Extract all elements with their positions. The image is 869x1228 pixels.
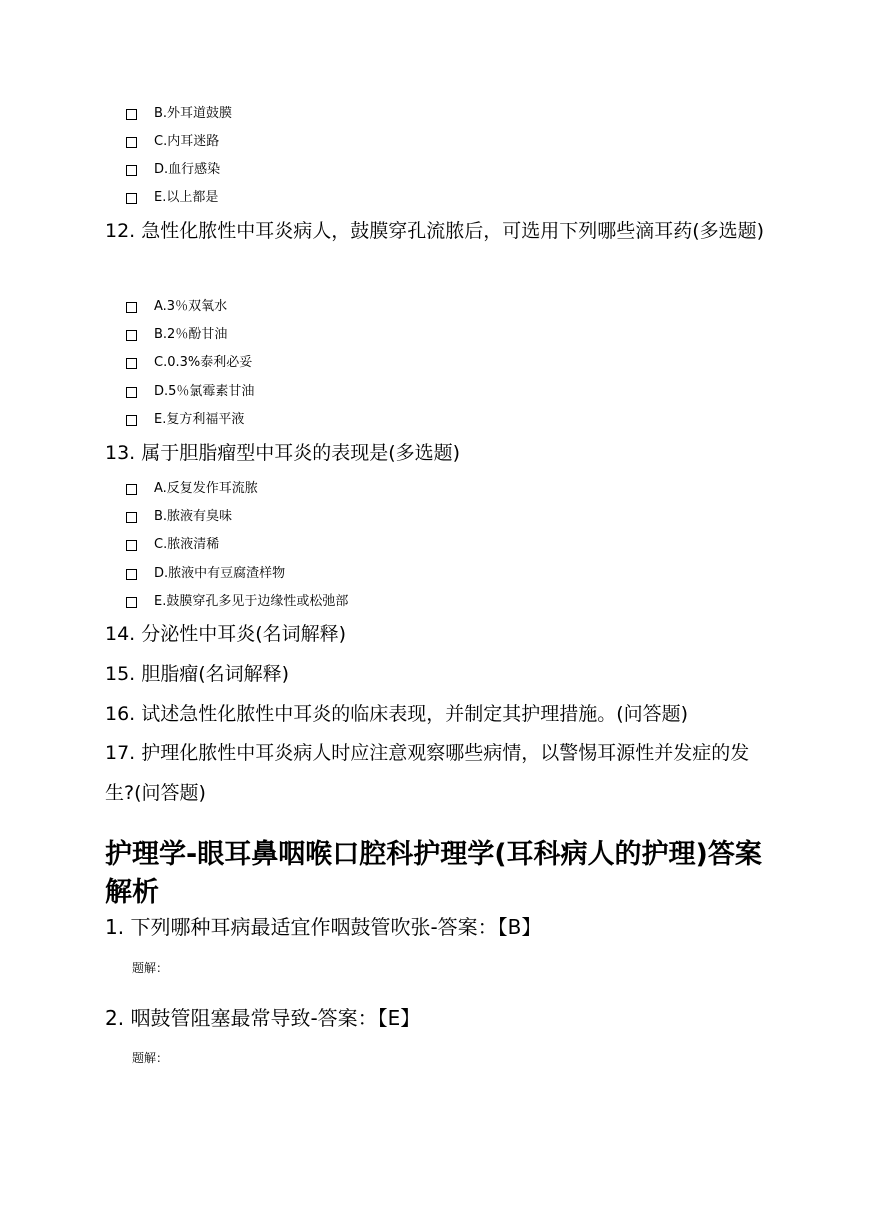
option-item[interactable]	[126, 479, 258, 499]
question-12: 12. 急性化脓性中耳炎病人，鼓膜穿孔流脓后，可选用下列哪些滴耳药(多选题)	[105, 220, 765, 242]
checkbox[interactable]	[126, 330, 137, 341]
checkbox[interactable]	[126, 415, 137, 426]
option-label: E.鼓膜穿孔多见于边缘性或松弛部	[154, 594, 349, 609]
option-item[interactable]	[126, 132, 219, 152]
question-16: 16. 试述急性化脓性中耳炎的临床表现，并制定其护理措施。(问答题)	[105, 703, 689, 725]
answer-2-note: 题解：	[132, 1051, 169, 1065]
option-label: E.以上都是	[154, 190, 219, 205]
option-label: B.脓液有臭味	[154, 509, 233, 524]
answer-2: 2. 咽鼓管阻塞最常导致-答案：【E】	[105, 1006, 421, 1030]
answer-1-note: 题解：	[132, 961, 169, 975]
checkbox[interactable]	[126, 569, 137, 580]
checkbox[interactable]	[126, 302, 137, 313]
checkbox[interactable]	[126, 540, 137, 551]
option-item[interactable]	[126, 382, 254, 402]
option-item[interactable]	[126, 564, 285, 584]
option-label: C.脓液清稀	[154, 537, 220, 552]
checkbox[interactable]	[126, 387, 137, 398]
answer-1: 1. 下列哪种耳病最适宜作咽鼓管吹张-答案：【B】	[105, 915, 542, 939]
option-item[interactable]	[126, 325, 227, 345]
option-label: B.2％酚甘油	[154, 327, 228, 342]
option-label: A.反复发作耳流脓	[154, 481, 258, 496]
option-item[interactable]	[126, 353, 252, 373]
option-item[interactable]	[126, 592, 348, 612]
option-item[interactable]	[126, 507, 232, 527]
question-15: 15. 胆脂瘤(名词解释)	[105, 663, 290, 685]
checkbox[interactable]	[126, 137, 137, 148]
option-item[interactable]	[126, 188, 218, 208]
option-item[interactable]	[126, 160, 220, 180]
option-item[interactable]	[126, 410, 244, 430]
checkbox[interactable]	[126, 193, 137, 204]
checkbox[interactable]	[126, 484, 137, 495]
option-label: D.5％氯霉素甘油	[154, 384, 255, 399]
checkbox[interactable]	[126, 358, 137, 369]
checkbox[interactable]	[126, 109, 137, 120]
option-label: C.0.3%泰利必妥	[154, 355, 253, 370]
option-label: E.复方利福平液	[154, 412, 245, 427]
option-label: D.血行感染	[154, 162, 221, 177]
option-label: C.内耳迷路	[154, 134, 220, 149]
question-13: 13. 属于胆脂瘤型中耳炎的表现是(多选题)	[105, 442, 461, 464]
option-item[interactable]	[126, 535, 219, 555]
option-label: B.外耳道鼓膜	[154, 106, 233, 121]
checkbox[interactable]	[126, 165, 137, 176]
checkbox[interactable]	[126, 597, 137, 608]
checkbox[interactable]	[126, 512, 137, 523]
section-title: 护理学-眼耳鼻咽喉口腔科护理学(耳科病人的护理)答案解析	[105, 839, 762, 908]
question-17: 17. 护理化脓性中耳炎病人时应注意观察哪些病情，以警惕耳源性并发症的发生?(问答题)	[105, 742, 750, 804]
option-item[interactable]	[126, 297, 227, 317]
option-label: D.脓液中有豆腐渣样物	[154, 566, 286, 581]
question-14: 14. 分泌性中耳炎(名词解释)	[105, 623, 347, 645]
option-item[interactable]	[126, 104, 232, 124]
option-label: A.3％双氧水	[154, 299, 228, 314]
